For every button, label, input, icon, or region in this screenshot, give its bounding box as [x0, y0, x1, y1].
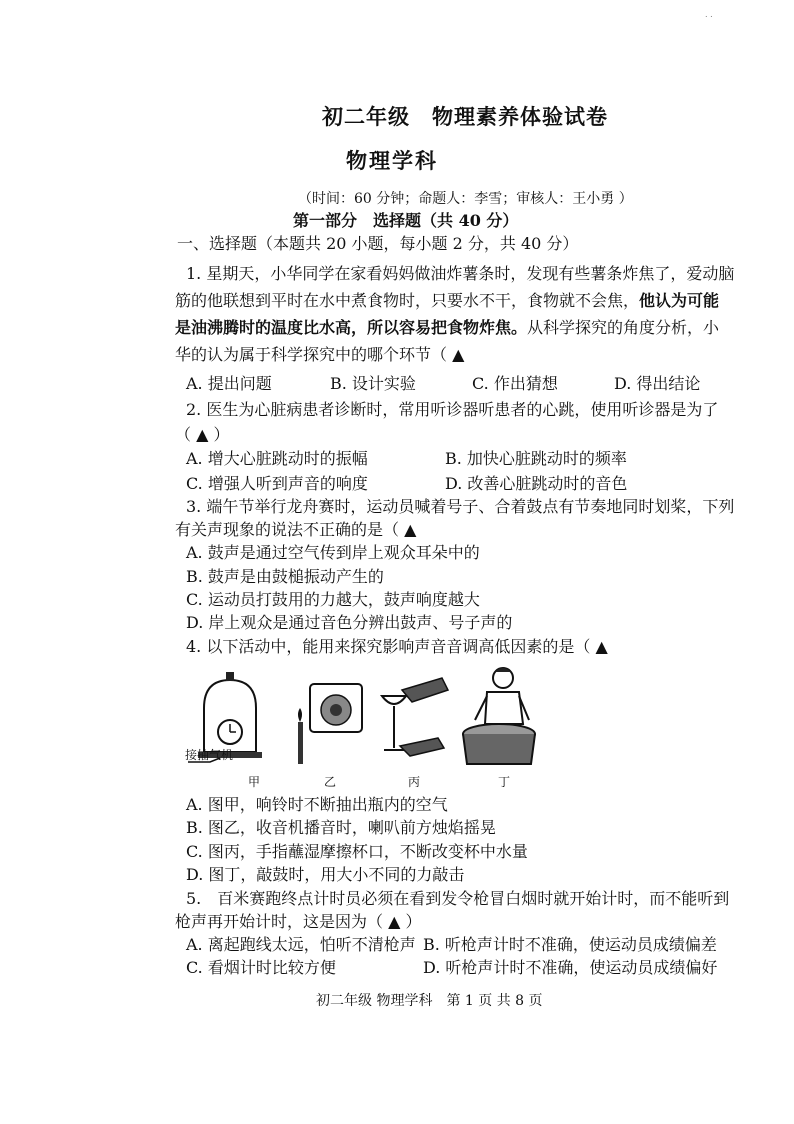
q2-option-c: C. 增强人听到声音的响度 [186, 474, 368, 493]
q1-line2-bold: 他认为可能 [639, 291, 720, 310]
q4-option-a: A. 图甲，响铃时不断抽出瓶内的空气 [186, 795, 448, 814]
q5-option-b: B. 听枪声计时不准确，使运动员成绩偏差 [423, 935, 717, 954]
q2-line1: 2. 医生为心脏病患者诊断时，常用听诊器听患者的心跳，使用听诊器是为了 [186, 400, 719, 419]
q4-option-d: D. 图丁，敲鼓时，用大小不同的力敲击 [186, 865, 465, 884]
q1-option-d: D. 得出结论 [614, 374, 701, 393]
fig-label-jia: 甲 [248, 775, 261, 789]
corner-marks: . . [705, 10, 713, 19]
q5-option-c: C. 看烟计时比较方便 [186, 958, 336, 977]
q3-line2: 有关声现象的说法不正确的是（ ▲ [175, 520, 417, 539]
q5-line2: 枪声再开始计时，这是因为（ ▲ ） [175, 912, 422, 931]
drummer-figure [457, 660, 542, 770]
q1-line2 [175, 293, 719, 309]
q2-option-d: D. 改善心脏跳动时的音色 [445, 474, 628, 493]
q5-line1: 5. 百米赛跑终点计时员必须在看到发令枪冒白烟时就开始计时，而不能听到 [186, 889, 730, 908]
q3-option-a: A. 鼓声是通过空气传到岸上观众耳朵中的 [186, 543, 480, 562]
q4-figures [180, 660, 540, 790]
section-heading: 一、选择题（本题共 20 小题，每小题 2 分，共 40 分） [177, 234, 579, 253]
q2-line2: （ ▲ ） [175, 425, 230, 444]
pump-label: 接抽气机 [185, 748, 234, 762]
fig-label-bing: 丙 [408, 775, 421, 789]
q1-line4: 华的认为属于科学探究中的哪个环节（ ▲ [175, 345, 465, 364]
exam-meta: （时间：60 分钟；命题人：李雪；审核人：王小勇 ） [298, 191, 633, 207]
q4-line1: 4. 以下活动中，能用来探究影响声音音调高低因素的是（ ▲ [186, 637, 608, 656]
q2-option-a: A. 增大心脏跳动时的振幅 [186, 449, 368, 468]
q1-line3-bold: 是油沸腾时的温度比水高，所以容易把食物炸焦。 [175, 318, 528, 337]
fig-label-ding: 丁 [498, 775, 511, 789]
q1-line3 [175, 320, 719, 336]
radio-candle-figure [288, 670, 368, 770]
q3-option-c: C. 运动员打鼓用的力越大，鼓声响度越大 [186, 590, 480, 609]
fig-label-yi: 乙 [324, 775, 337, 789]
q1-option-c: C. 作出猜想 [472, 374, 558, 393]
q1-line3-text: 从科学探究的角度分析，小 [527, 318, 720, 337]
q1-line2-text: 筋的他联想到平时在水中煮食物时，只要水不干，食物就不会焦， [175, 291, 640, 310]
q1-option-b: B. 设计实验 [330, 374, 416, 393]
q1-line1: 1. 星期天，小华同学在家看妈妈做油炸薯条时，发现有些薯条炸焦了，爱动脑 [186, 264, 735, 283]
wine-glass-figure [372, 668, 452, 768]
q1-option-a: A. 提出问题 [186, 374, 272, 393]
q3-option-b: B. 鼓声是由鼓槌振动产生的 [186, 567, 384, 586]
q3-line1: 3. 端午节举行龙舟赛时，运动员喊着号子、合着鼓点有节奏地同时划桨，下列 [186, 497, 735, 516]
q4-option-b: B. 图乙，收音机播音时，喇叭前方烛焰摇晃 [186, 818, 496, 837]
exam-title: 初二年级 物理素养体验试卷 [322, 104, 608, 129]
part-heading: 第一部分 选择题（共 40 分） [293, 211, 519, 230]
q2-option-b: B. 加快心脏跳动时的频率 [445, 449, 627, 468]
q5-option-d: D. 听枪声计时不准确，使运动员成绩偏好 [423, 958, 718, 977]
q5-option-a: A. 离起跑线太远，怕听不清枪声 [186, 935, 416, 954]
q4-option-c: C. 图丙，手指蘸湿摩擦杯口，不断改变杯中水量 [186, 842, 528, 861]
subject-title: 物理学科 [346, 148, 438, 173]
page-footer: 初二年级 物理学科 第 1 页 共 8 页 [316, 993, 543, 1009]
q3-option-d: D. 岸上观众是通过音色分辨出鼓声、号子声的 [186, 613, 513, 632]
